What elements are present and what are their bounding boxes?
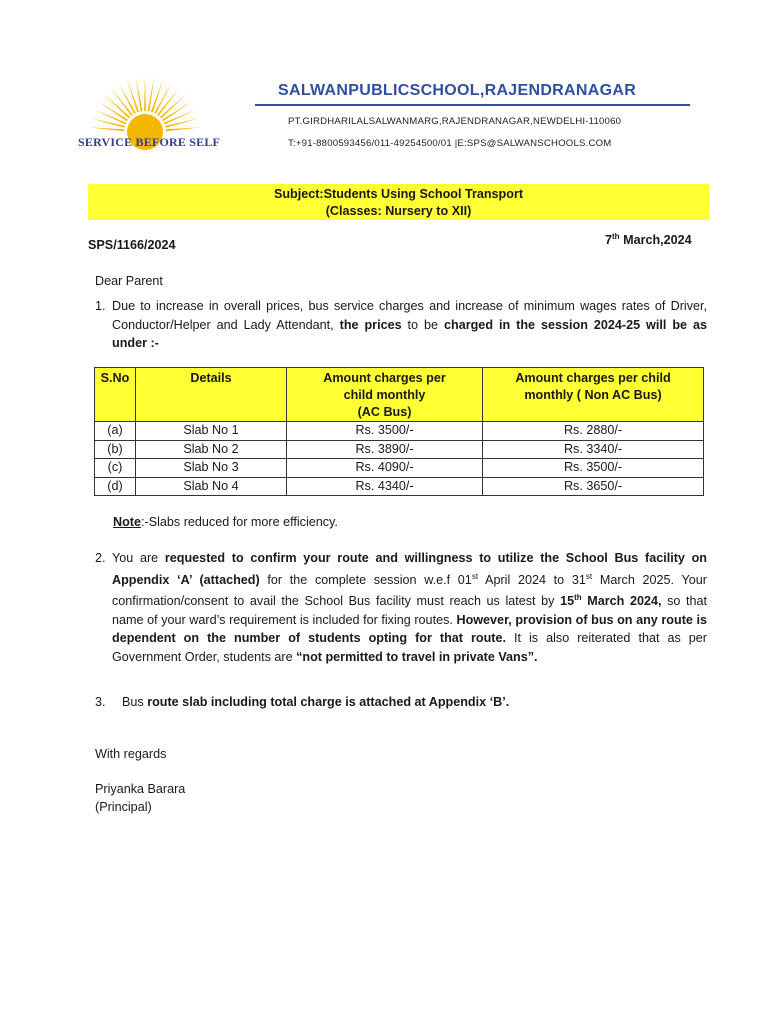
school-contact: T:+91-8800593456/011-49254500/01 |E:SPS@SALWANSCHOOLS.COM [288,138,612,149]
table-row: (c) Slab No 3 Rs. 4090/- Rs. 3500/- [95,459,704,478]
signatory-title: (Principal) [95,800,152,814]
paragraph-number: 2. [95,551,106,565]
subject-line-1: Subject:Students Using School Transport [273,187,524,201]
table-row: (a) Slab No 1 Rs. 3500/- Rs. 2880/- [95,422,704,441]
sun-ray [127,79,139,113]
sun-ray [91,118,125,128]
table-header-details: Details [136,368,287,422]
sun-ray [165,118,199,128]
sun-ray [144,76,146,111]
transport-charges-table [94,367,704,496]
sun-ray [166,127,201,131]
table-header-ac: Amount charges per child monthly (AC Bus) [287,368,483,422]
paragraph-3: 3. Bus route slab including total charge is attached at Appendix ‘B’. [95,693,707,712]
paragraph-number: 1. [95,299,106,313]
paragraph-2: 2. You are requested to confirm your route and willingness to utilize the School Bus facility on Appendix ‘A’ (attached) for the complete session w.e.f 01st April 2024 to 31st March 2025. Your confirmation/consent to avail the School Bus facility must reach us latest by 15th March 2024, so that name of your ward’s requirement is included for fixing routes. However, provision of bus on any route is dependent on the number of students opting for that route. It is also reiterated that as per Government Order, students are “not permitted to travel in private Vans”. [95,551,708,664]
table-note: Note:-Slabs reduced for more efficiency. [113,515,338,529]
school-address: PT.GIRDHARILALSALWANMARG,RAJENDRANAGAR,NEWDELHI-110060 [288,116,622,127]
subject-box [88,184,709,220]
logo-caption: SERVICE BEFORE SELF [78,135,221,149]
table-row: (d) Slab No 4 Rs. 4340/- Rs. 3650/- [95,477,704,496]
subject-line-2: (Classes: Nursery to XII) [325,204,472,218]
reference-number: SPS/1166/2024 [88,238,176,252]
greeting: Dear Parent [95,274,163,288]
table-header-non-ac: Amount charges per child monthly ( Non AC Bus) [483,368,704,422]
school-name: SALWANPUBLICSCHOOL,RAJENDRANAGAR [278,82,637,99]
sun-ray [89,127,124,131]
letter-date: 7th March,2024 [605,232,692,248]
signatory-name: Priyanka Barara [95,782,186,796]
table-header-sno: S.No [95,368,136,422]
table-row: (b) Slab No 2 Rs. 3890/- Rs. 3340/- [95,440,704,459]
closing-regards: With regards [95,747,167,761]
header-divider [255,104,690,106]
paragraph-number: 3. [95,695,106,709]
sun-ray [151,79,163,113]
paragraph-1: 1. Due to increase in overall prices, bus service charges and increase of minimum wages rates of Driver, Conductor/Helper and Lady Attendant, the prices to be charged in the session 2024-25 will be as under :- [95,299,707,350]
